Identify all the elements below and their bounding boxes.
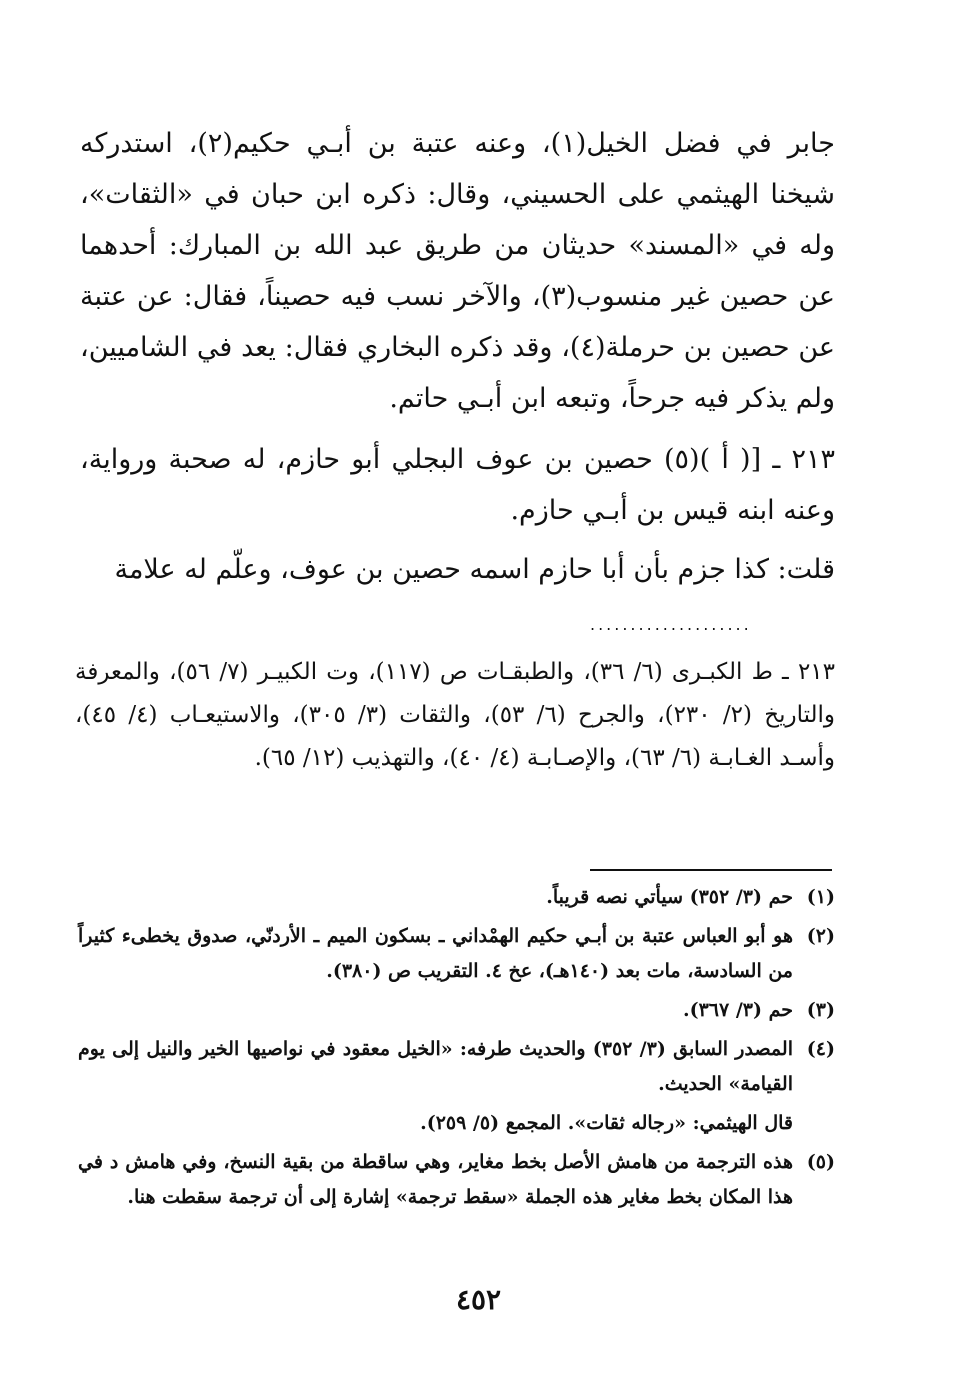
main-paragraph-1: جابر في فضل الخيل(١)، وعنه عتبة بن أبـي حكيم(٢)، استدركه شيخنا الهيثمي على الحسيني، وقال: ذكره ابن حبان في «الثقات»، وله في «المسند» حديثان من طريق عبد الله بن المبارك: أحدهما عن حصين غير منسوب(٣)، والآخر نسب فيه حصيناً، فقال: عن عتبة عن حصين بن حرملة(٤)، وقد ذكره البخاري فقال: يعد في الشاميين، ولم يذكر فيه جرحاً، وتبعه ابن أبـي حاتم.	[80, 128, 836, 414]
footnote-number: (٣)	[806, 999, 835, 1021]
footnote-5	[78, 1145, 835, 1215]
footnote-text: هو أبو العباس عتبة بن أبـي حكيم الهمْداني ـ بسكون الميم ـ الأردنّي، صدوق يخطىء كثيراً من السادسة، مات بعد (١٤٠هـ)، عخ ٤. التقريب ص (٣٨٠).	[78, 925, 793, 982]
footnotes-block	[78, 880, 835, 1219]
footnote-divider	[590, 869, 832, 871]
footnote-text: هذه الترجمة من هامش الأصل بخط مغاير، وهي ساقطة من بقية النسخ، وفي هامش د في هذا المكان بخط مغاير هذه الجملة «سقط ترجمة» إشارة إلى أن ترجمة سقطت هنا.	[78, 1151, 793, 1208]
footnote-3	[78, 993, 835, 1028]
footnote-number: (٢)	[806, 925, 835, 947]
footnote-text: المصدر السابق (٣/ ٣٥٢) والحديث طرفه: «الخيل معقود في نواصيها الخير والنيل إلى يوم القيامة» الحديث.	[78, 1038, 793, 1095]
sources-block	[75, 651, 835, 780]
footnote-text: حم (٣/ ٣٦٧).	[682, 999, 793, 1021]
comment-paragraph: قلت: كذا جزم بأن أبا حازم اسمه حصين بن عوف، وعلّم له علامة	[114, 554, 835, 585]
footnote-4	[78, 1032, 835, 1102]
footnote-number: (٥)	[806, 1151, 835, 1173]
footnote-1	[78, 880, 835, 915]
footnote-number: (٤)	[806, 1038, 835, 1060]
dotted-separator: ....................	[590, 620, 752, 630]
footnote-2	[78, 919, 835, 989]
entry-213-paragraph: ٢١٣ ـ [( أ )(٥) حصين بن عوف البجلي أبو حازم، له صحبة ورواية، وعنه ابنه قيس بن أبـي حازم.	[80, 444, 835, 526]
footnote-text: حم (٣/ ٣٥٢) سيأتي نصه قريباً.	[546, 886, 793, 908]
main-text-block	[80, 118, 835, 595]
sources-text: ٢١٣ ـ ط الكبـرى (٦/ ٣٦)، والطبقـات ص (١١٧)، وت الكبيـر (٧/ ٥٦)، والمعرفة والتاريخ (٢/ ٢٣٠)، والجرح (٦/ ٥٣)، والثقات (٣/ ٣٠٥)، والاستيعـاب (٤/ ٤٥)، وأسـد الغـابـة (٦/ ٦٣)، والإصـابـة (٤/ ٤٠)، والتهذيب (١٢/ ٦٥).	[75, 659, 836, 771]
footnote-4-continuation: قال الهيثمي: «رجاله ثقات». المجمع (٥/ ٢٥٩).	[420, 1112, 793, 1134]
footnote-number: (١)	[806, 886, 835, 908]
page-number: ٤٥٢	[455, 1283, 502, 1316]
